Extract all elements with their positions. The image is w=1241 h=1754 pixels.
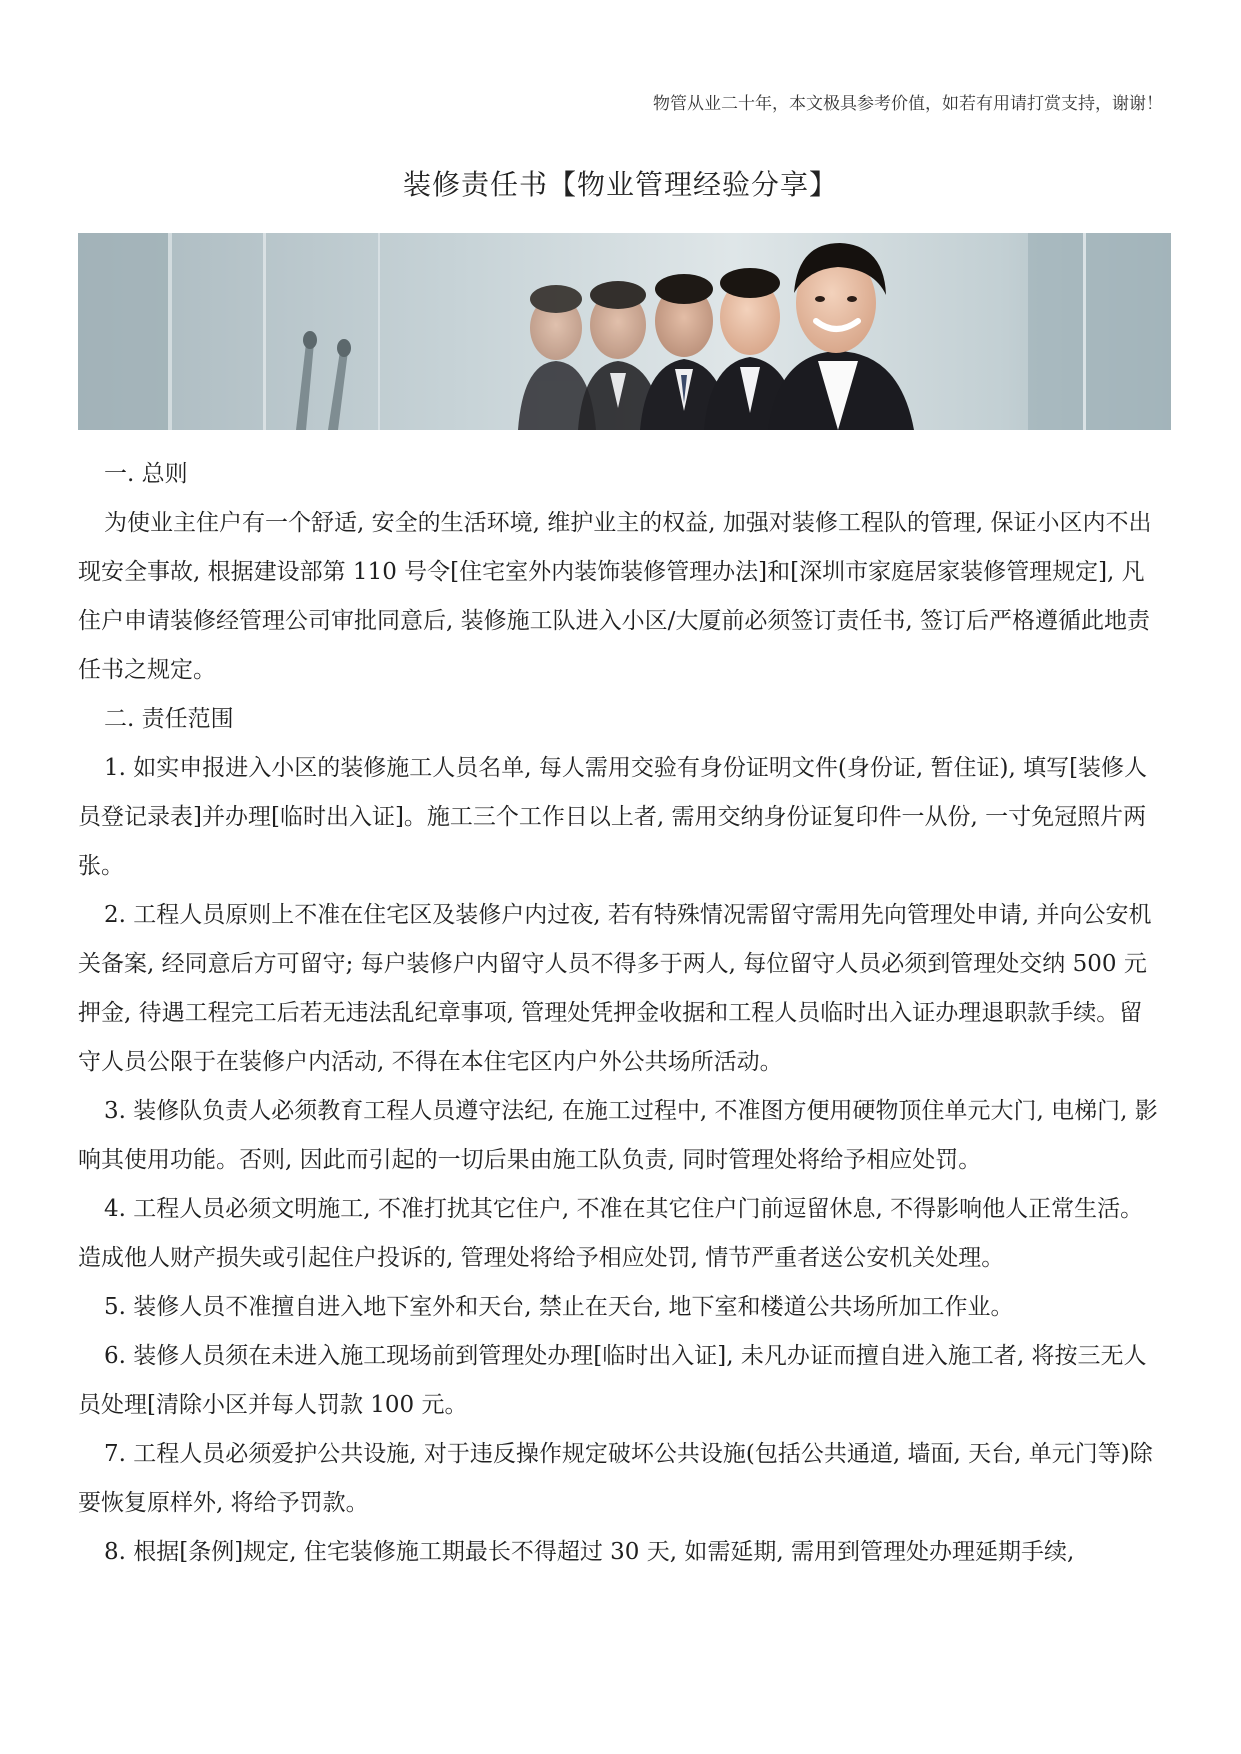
section-heading-general: 一. 总则: [104, 461, 188, 487]
clause-3: 3. 装修队负责人必须教育工程人员遵守法纪, 在施工过程中, 不准图方便用硬物顶住单元大门, 电梯门, 影响其使用功能。否则, 因此而引起的一切后果由施工队负责, 同时管理处将给予相应处罚。: [78, 1098, 1158, 1173]
clause-5: 5. 装修人员不准擅自进入地下室外和天台, 禁止在天台, 地下室和楼道公共场所加工作业。: [104, 1294, 1014, 1320]
clause-2: 2. 工程人员原则上不准在住宅区及装修户内过夜, 若有特殊情况需留守需用先向管理处申请, 并向公安机关备案, 经同意后方可留守; 每户装修户内留守人员不得多于两人, 每位留守人员必须到管理处交纳 500 元押金, 待遇工程完工后若无违法乱纪章事项, 管理处凭押金收据和工程人员临时出入证办理退职款手续。留守人员公限于在装修户内活动, 不得在本住宅区内户外公共场所活动。: [78, 902, 1152, 1075]
clause-4: 4. 工程人员必须文明施工, 不准打扰其它住户, 不准在其它住户门前逗留休息, 不得影响他人正常生活。造成他人财产损失或引起住户投诉的, 管理处将给予相应处罚, 情节严重者送公安机关处理。: [78, 1196, 1144, 1271]
clause-8: 8. 根据[条例]规定, 住宅装修施工期最长不得超过 30 天, 如需延期, 需用到管理处办理延期手续,: [104, 1539, 1075, 1565]
clause-1: 1. 如实申报进入小区的装修施工人员名单, 每人需用交验有身份证明文件(身份证, 暂住证), 填写[装修人员登记录表]并办理[临时出入证]。施工三个工作日以上者, 需用交纳身份证复印件一从份, 一寸免冠照片两张。: [78, 755, 1148, 879]
section-heading-scope: 二. 责任范围: [104, 706, 234, 732]
clause-7: 7. 工程人员必须爱护公共设施, 对于违反操作规定破坏公共设施(包括公共通道, 墙面, 天台, 单元门等)除要恢复原样外, 将给予罚款。: [78, 1441, 1153, 1516]
banner-image: [78, 233, 1171, 430]
paragraph-general: 为使业主住户有一个舒适, 安全的生活环境, 维护业主的权益, 加强对装修工程队的管理, 保证小区内不出现安全事故, 根据建设部第 110 号令[住宅室外内装饰装修管理办法]和[深圳市家庭居家装修管理规定], 凡住户申请装修经管理公司审批同意后, 装修施工队进入小区/大厦前必须签订责任书, 签订后严格遵循此地责任书之规定。: [78, 510, 1152, 683]
body-text: [78, 450, 1164, 1577]
header-note: 物管从业二十年，本文极具参考价值，如若有用请打赏支持，谢谢！: [653, 94, 1163, 114]
clause-6: 6. 装修人员须在未进入施工现场前到管理处办理[临时出入证], 未凡办证而擅自进入施工者, 将按三无人员处理[清除小区并每人罚款 100 元。: [78, 1343, 1147, 1418]
page-title: 装修责任书【物业管理经验分享】: [402, 168, 838, 201]
